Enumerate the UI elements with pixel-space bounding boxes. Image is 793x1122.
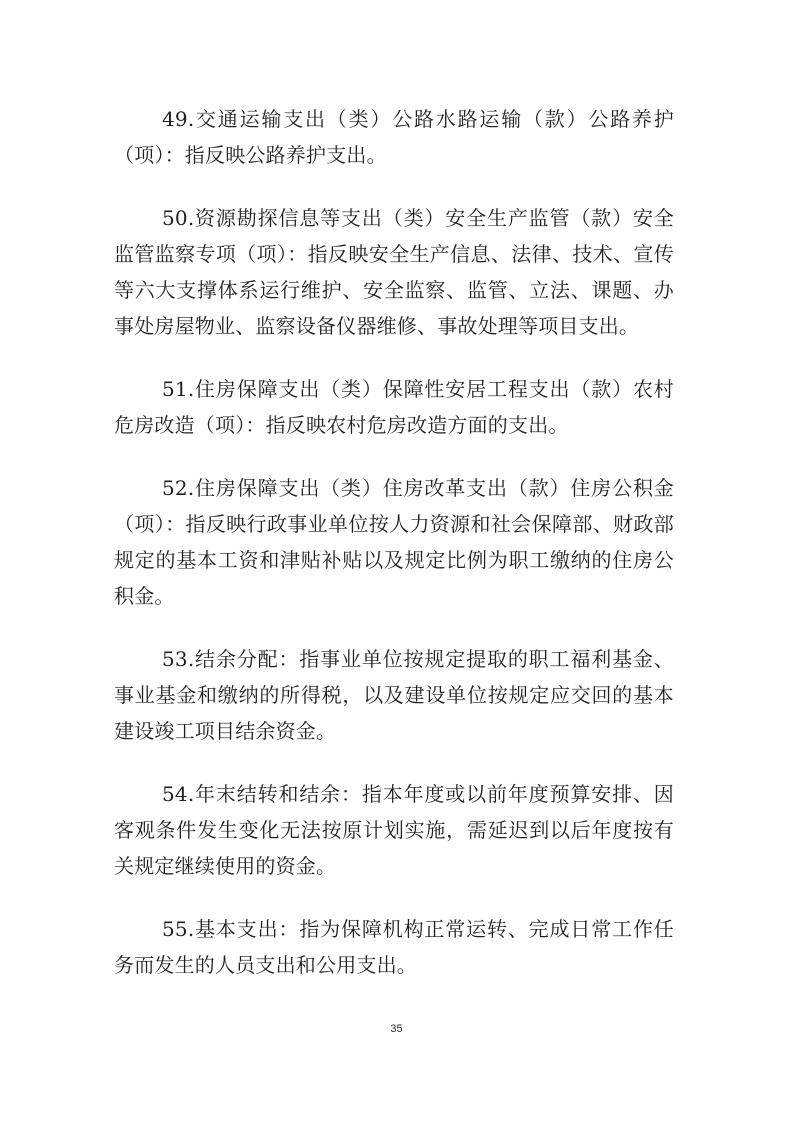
paragraph-49: 49.交通运输支出（类）公路水路运输（款）公路养护（项）：指反映公路养护支出。	[114, 107, 674, 167]
paragraph-52: 52.住房保障支出（类）住房改革支出（款）住房公积金（项）：指反映行政事业单位按人力资源和社会保障部、财政部规定的基本工资和津贴补贴以及规定比例为职工缴纳的住房公积金。	[114, 476, 674, 608]
paragraph-gap	[114, 749, 674, 776]
paragraph-53: 53.结余分配：指事业单位按规定提取的职工福利基金、事业基金和缴纳的所得税，以及建设单位按规定应交回的基本建设竣工项目结余资金。	[114, 647, 674, 743]
document-body	[114, 101, 674, 983]
paragraph-51: 51.住房保障支出（类）保障性安居工程支出（款）农村危房改造（项）：指反映农村危房改造方面的支出。	[114, 377, 674, 437]
paragraph-gap	[114, 173, 674, 200]
paragraph-gap	[114, 614, 674, 641]
paragraph-gap	[114, 884, 674, 911]
paragraph-gap	[114, 344, 674, 371]
paragraph-gap	[114, 443, 674, 470]
paragraph-54: 54.年末结转和结余：指本年度或以前年度预算安排、因客观条件发生变化无法按原计划实施，需延迟到以后年度按有关规定继续使用的资金。	[114, 782, 674, 878]
page-number: 35	[390, 1023, 403, 1035]
paragraph-55: 55.基本支出：指为保障机构正常运转、完成日常工作任务而发生的人员支出和公用支出。	[114, 917, 674, 977]
paragraph-50: 50.资源勘探信息等支出（类）安全生产监管（款）安全监管监察专项（项）：指反映安全生产信息、法律、技术、宣传等六大支撑体系运行维护、安全监察、监管、立法、课题、办事处房屋物业、监察设备仪器维修、事故处理等项目支出。	[114, 206, 674, 338]
